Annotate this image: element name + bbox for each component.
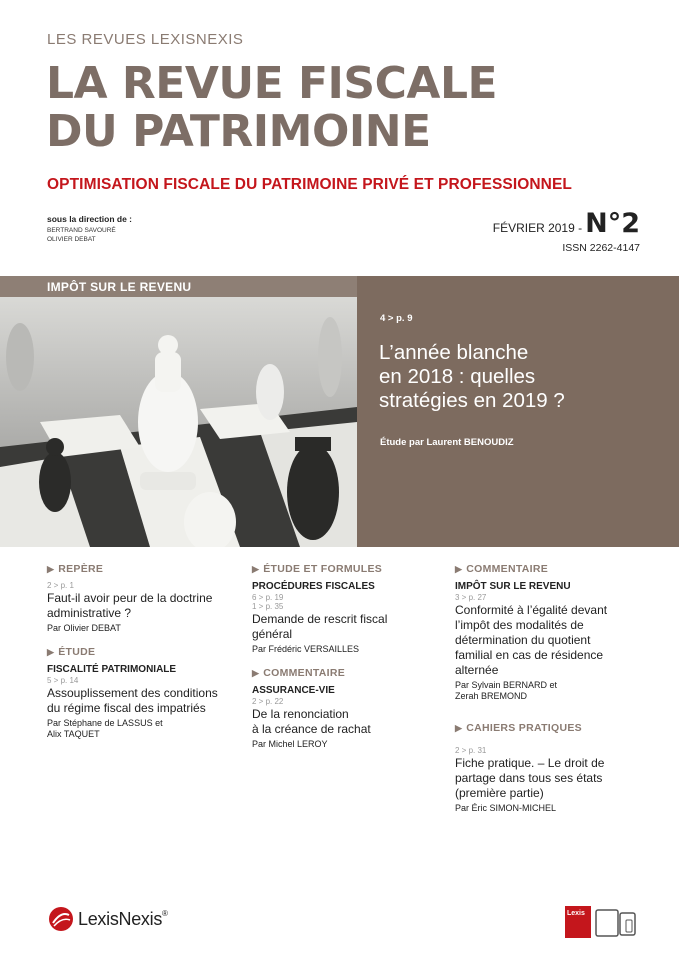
page-ref: 2 > p. 22 bbox=[252, 697, 284, 706]
title-line-1: LA REVUE FISCALE bbox=[46, 58, 498, 109]
toc-column-1 bbox=[47, 563, 237, 740]
chess-photo bbox=[0, 297, 357, 547]
triangle-icon: ▶ bbox=[455, 564, 463, 574]
section-heading: ▶ COMMENTAIRE bbox=[252, 667, 346, 679]
section-heading: ▶ ÉTUDE bbox=[47, 646, 96, 658]
devices-icon bbox=[595, 908, 637, 943]
hero-title-line: en 2018 : quelles bbox=[379, 365, 536, 388]
section-heading: ▶ CAHIERS PRATIQUES bbox=[455, 722, 582, 734]
sub-heading: IMPÔT SUR LE REVENU bbox=[455, 581, 571, 592]
article-author: Par Frédéric VERSAILLES bbox=[252, 644, 360, 654]
issue-date: FÉVRIER 2019 - bbox=[492, 221, 583, 235]
issue-info bbox=[493, 208, 640, 239]
hero-title[interactable] bbox=[379, 341, 565, 413]
article-author: Par Michel LEROY bbox=[252, 739, 328, 749]
hero-author-prefix: Étude par bbox=[380, 437, 424, 448]
article-title[interactable]: Faut-il avoir peur de la doctrine administrative ? bbox=[47, 591, 213, 620]
section-heading: ▶ ÉTUDE ET FORMULES bbox=[252, 563, 383, 575]
hero-band-label: IMPÔT SUR LE REVENU bbox=[47, 280, 192, 294]
article-title[interactable]: Fiche pratique. – Le droit de partage dans tous ses états (première partie) bbox=[455, 756, 605, 800]
journal-title bbox=[46, 60, 497, 156]
sub-heading: PROCÉDURES FISCALES bbox=[252, 581, 375, 592]
page-ref: 5 > p. 14 bbox=[47, 676, 79, 685]
page-ref: 3 > p. 27 bbox=[455, 593, 487, 602]
title-line-2: DU PATRIMOINE bbox=[46, 106, 431, 157]
article-author: Par Stéphane de LASSUS et Alix TAQUET bbox=[47, 718, 163, 739]
direction-label: sous la direction de : bbox=[47, 214, 133, 224]
journal-subtitle: OPTIMISATION FISCALE DU PATRIMOINE PRIVÉ ET PROFESSIONNEL bbox=[47, 176, 572, 193]
triangle-icon: ▶ bbox=[47, 564, 55, 574]
hero-author-name: Laurent BENOUDIZ bbox=[426, 437, 514, 448]
article-author: Par Éric SIMON-MICHEL bbox=[455, 803, 557, 813]
section-heading: ▶ COMMENTAIRE bbox=[455, 563, 549, 575]
issue-number: N°2 bbox=[585, 208, 640, 239]
lexisnexis-logo-icon bbox=[47, 905, 75, 938]
article-title[interactable]: Demande de rescrit fiscal général bbox=[252, 612, 388, 641]
section-heading: ▶ REPÈRE bbox=[47, 563, 104, 575]
toc-column-2 bbox=[252, 563, 442, 750]
lexisnexis-wordmark: LexisNexis® bbox=[78, 909, 168, 929]
lexis-badge-label: Lexis bbox=[567, 910, 585, 917]
page-ref: 1 > p. 35 bbox=[252, 602, 284, 611]
hero-title-line: stratégies en 2019 ? bbox=[379, 389, 565, 412]
sub-heading: FISCALITÉ PATRIMONIALE bbox=[47, 664, 177, 675]
toc-column-3 bbox=[455, 563, 645, 814]
article-author: Par Sylvain BERNARD et Zerah BREMOND bbox=[455, 680, 558, 701]
lexis-badge bbox=[565, 906, 591, 938]
triangle-icon: ▶ bbox=[252, 668, 260, 678]
hero-section-band bbox=[0, 276, 357, 297]
triangle-icon: ▶ bbox=[455, 723, 463, 733]
page-ref: 6 > p. 19 bbox=[252, 593, 284, 602]
series-kicker: LES REVUES LEXISNEXIS bbox=[47, 31, 244, 48]
article-title[interactable]: Conformité à l’égalité devant l’impôt des modalités de détermination du quotient familial en cas de résidence alternée bbox=[455, 603, 608, 677]
page-ref: 2 > p. 1 bbox=[47, 581, 74, 590]
page-ref: 2 > p. 31 bbox=[455, 746, 487, 755]
hero-title-line: L’année blanche bbox=[379, 341, 529, 364]
issn: ISSN 2262-4147 bbox=[562, 242, 640, 254]
sub-heading: ASSURANCE-VIE bbox=[252, 685, 335, 696]
hero-author bbox=[380, 437, 514, 448]
chess-image bbox=[0, 297, 357, 547]
director-name: OLIVIER DEBAT bbox=[47, 236, 96, 243]
directors bbox=[47, 226, 116, 244]
article-author: Par Olivier DEBAT bbox=[47, 623, 121, 633]
hero-reference: 4 > p. 9 bbox=[380, 313, 413, 324]
director-name: BERTRAND SAVOURÉ bbox=[47, 227, 116, 234]
triangle-icon: ▶ bbox=[47, 647, 55, 657]
triangle-icon: ▶ bbox=[252, 564, 260, 574]
article-title[interactable]: De la renonciation à la créance de rachat bbox=[252, 707, 371, 736]
article-title[interactable]: Assouplissement des conditions du régime fiscal des impatriés bbox=[47, 686, 218, 715]
